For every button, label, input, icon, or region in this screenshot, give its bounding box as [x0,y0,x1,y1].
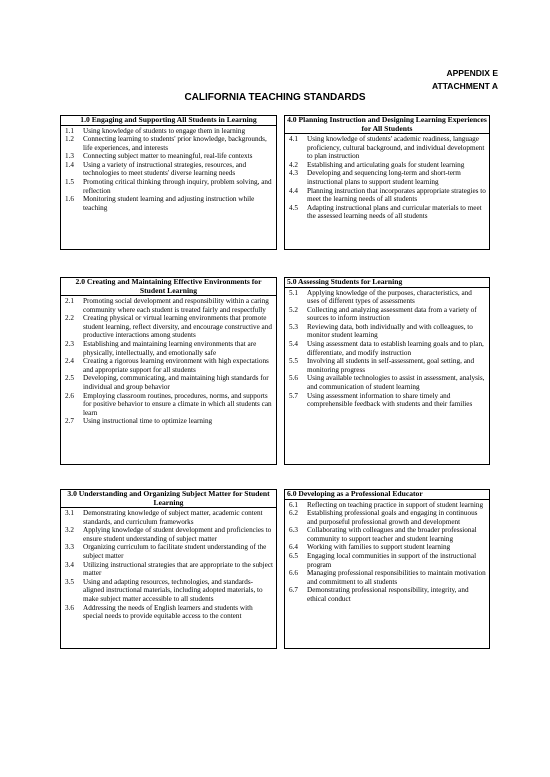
attachment-label: ATTACHMENT A [432,81,498,91]
standard-item-number: 6.3 [289,526,298,535]
standard-item-text: Demonstrating knowledge of subject matter, academic content standards, and curriculum frameworks [83,509,263,526]
standard-section-4 [284,115,490,250]
standard-item-number: 2.7 [65,417,74,426]
standard-item-number: 5.3 [289,322,298,331]
standard-item-text: Managing professional responsibilities to maintain motivation and commitment to all students [307,569,486,586]
standard-item-text: Planning instruction that incorporates appropriate strategies to meet the learning needs of all students [307,186,486,204]
section-title: 4.0 Planning Instruction and Designing Learning Experiences for All Students [285,116,489,134]
standard-item [61,374,276,391]
standard-item-number: 1.4 [65,160,74,169]
standard-item [285,569,489,586]
standard-item-number: 6.5 [289,552,298,561]
standard-section-5 [284,277,490,465]
standard-item-number: 5.2 [289,305,298,314]
standard-item-text: Utilizing instructional strategies that are appropriate to the subject matter [83,560,274,578]
standard-item [61,561,276,578]
standard-item [285,501,489,510]
standard-item-number: 1.3 [65,152,74,161]
standard-item-number: 6.4 [289,543,298,552]
standard-item-text: Developing and sequencing long-term and short-term instructional plans to support student learning [307,169,461,186]
section-items [61,296,276,426]
section-items [285,288,489,409]
standard-item-number: 1.2 [65,135,74,144]
standard-item [61,392,276,418]
standard-item [61,152,276,161]
standard-item-number: 3.5 [65,577,74,586]
standard-item-number: 1.1 [65,126,74,135]
standard-item-number: 3.4 [65,560,74,569]
standard-item [285,509,489,526]
standard-item [285,323,489,340]
standard-item-number: 2.3 [65,339,74,348]
standard-item-text: Using knowledge of students' academic readiness, language proficiency, cultural background, and individual development to plan instruction [307,135,485,161]
standard-item-text: Engaging local communities in support of the instructional program [307,552,477,569]
standard-item-text: Connecting learning to students' prior knowledge, backgrounds, life experiences, and interests [83,135,267,152]
standard-item-text: Involving all students in self-assessment, goal setting, and monitoring progress [307,357,475,374]
standard-item [285,204,489,221]
standard-item-number: 2.6 [65,391,74,400]
standard-item-text: Promoting critical thinking through inquiry, problem solving, and reflection [83,178,272,195]
standard-section-1 [60,115,277,250]
standard-item-number: 2.1 [65,297,74,305]
standard-item [285,306,489,323]
standard-item-text: Establishing and maintaining learning environments that are physically, intellectually, and emotionally safe [83,339,257,357]
standard-item [285,135,489,161]
standard-item-number: 5.7 [289,391,298,400]
standard-item [285,289,489,306]
section-items [285,134,489,221]
standard-item-text: Promoting social development and responsibility within a caring community where each student is treated fairly and respectfully [83,297,269,314]
standard-item-number: 2.5 [65,374,74,383]
standard-item [61,417,276,426]
standard-item-text: Creating a rigorous learning environment with high expectations and appropriate support for all students [83,357,269,374]
standard-item-text: Using assessment data to establish learning goals and to plan, differentiate, and modify instruction [307,340,484,357]
section-items [61,126,276,213]
standard-item-number: 4.1 [289,135,298,143]
standard-item-text: Connecting subject matter to meaningful, real-life contexts [83,152,253,161]
standard-item-number: 3.6 [65,603,74,612]
standard-item-text: Applying knowledge of the purposes, characteristics, and uses of different types of assessments [307,288,472,306]
standard-item-number: 5.1 [289,288,298,297]
standard-item-text: Reviewing data, both individually and with colleagues, to monitor student learning [307,322,473,340]
standard-item-text: Monitoring student learning and adjusting instruction while teaching [83,195,255,212]
standard-item [61,161,276,178]
standard-item-text: Demonstrating professional responsibility, integrity, and ethical conduct [307,586,469,604]
standard-item-number: 5.6 [289,374,298,383]
standard-item [61,314,276,340]
standard-item [285,543,489,552]
standard-item [285,552,489,569]
standard-item-text: Collaborating with colleagues and the broader professional community to support teacher and student learning [307,526,477,543]
standard-item-text: Applying knowledge of student development and proficiencies to ensure student understanding of subject matter [83,526,272,543]
standard-item-text: Using knowledge of students to engage them in learning [83,126,246,135]
standard-item-text: Using a variety of instructional strategies, resources, and technologies to meet students' diverse learning needs [83,160,247,178]
section-title: 5.0 Assessing Students for Learning [285,278,489,288]
standard-item-text: Collecting and analyzing assessment data from a variety of sources to inform instruction [307,305,477,323]
standard-item-text: Developing, communicating, and maintaining high standards for individual and group behavior [83,374,269,391]
standard-item-number: 5.4 [289,340,298,349]
standard-item-text: Using instructional time to optimize learning [83,417,213,426]
standard-item [285,187,489,204]
standard-item-number: 6.2 [289,509,298,518]
standard-item-text: Working with families to support student learning [307,543,451,552]
standard-item [285,586,489,603]
standard-item [61,578,276,604]
standard-item [61,543,276,560]
standard-item-number: 5.5 [289,357,298,366]
standard-item-text: Adapting instructional plans and curricular materials to meet the assessed learning needs of all students [307,203,482,221]
standard-item-number: 2.4 [65,357,74,366]
section-title: 3.0 Understanding and Organizing Subject Matter for Student Learning [61,490,276,508]
standard-item-text: Establishing and articulating goals for student learning [307,160,465,169]
standard-item-number: 1.5 [65,178,74,187]
standard-item-text: Using assessment information to share timely and comprehensible feedback with students and their families [307,391,473,409]
standard-item-number: 4.2 [289,160,298,169]
standard-item-text: Addressing the needs of English learners and students with special needs to provide equitable access to the content [83,603,253,621]
standard-item-text: Using available technologies to assist in assessment, analysis, and communication of student learning [307,374,485,392]
standard-item-number: 6.7 [289,586,298,595]
standard-section-2 [60,277,277,465]
standard-item [285,374,489,391]
standard-item [61,127,276,136]
standard-item [285,169,489,186]
standard-item [285,392,489,409]
standard-item [61,178,276,195]
standard-item-number: 6.6 [289,569,298,578]
standard-item [61,526,276,543]
standard-item-text: Employing classroom routines, procedures, norms, and supports for positive behavior to ensure a climate in which all students can learn [83,391,272,417]
appendix-label: APPENDIX E [446,68,498,78]
standard-item [61,340,276,357]
standard-section-3 [60,489,277,649]
standard-item-text: Establishing professional goals and engaging in continuous and purposeful professional growth and development [307,509,478,526]
standard-item-number: 3.2 [65,526,74,535]
standard-item-number: 2.2 [65,314,74,323]
standard-item [285,526,489,543]
standard-item-text: Creating physical or virtual learning environments that promote student learning, reflect diversity, and encourage constructive and productive interactions among students [83,314,272,340]
standard-item [61,297,276,314]
standard-item-text: Reflecting on teaching practice in support of student learning [307,500,484,509]
standard-item [61,357,276,374]
standard-item-number: 4.4 [289,186,298,195]
section-title: 1.0 Engaging and Supporting All Students in Learning [61,116,276,126]
standard-item-number: 4.3 [289,169,298,178]
standard-item-text: Using and adapting resources, technologies, and standards-aligned instructional materials, including adopted materials, to make subject matter accessible to all students [83,577,263,603]
section-title: 6.0 Developing as a Professional Educator [285,490,489,500]
standard-item [285,340,489,357]
section-title: 2.0 Creating and Maintaining Effective Environments for Student Learning [61,278,276,296]
standard-item [61,195,276,212]
standard-item-number: 6.1 [289,500,298,509]
standard-item-number: 3.3 [65,543,74,552]
section-items [285,500,489,604]
standard-item [61,509,276,526]
standard-item [61,135,276,152]
standard-item-number: 3.1 [65,509,74,517]
standard-item-text: Organizing curriculum to facilitate student understanding of the subject matter [83,543,267,560]
standard-item [61,604,276,621]
standard-item-number: 4.5 [289,203,298,212]
standard-section-6 [284,489,490,649]
standard-item-number: 1.6 [65,195,74,204]
section-items [61,508,276,621]
standard-item [285,161,489,170]
standard-item [285,357,489,374]
page-title: CALIFORNIA TEACHING STANDARDS [184,92,366,103]
